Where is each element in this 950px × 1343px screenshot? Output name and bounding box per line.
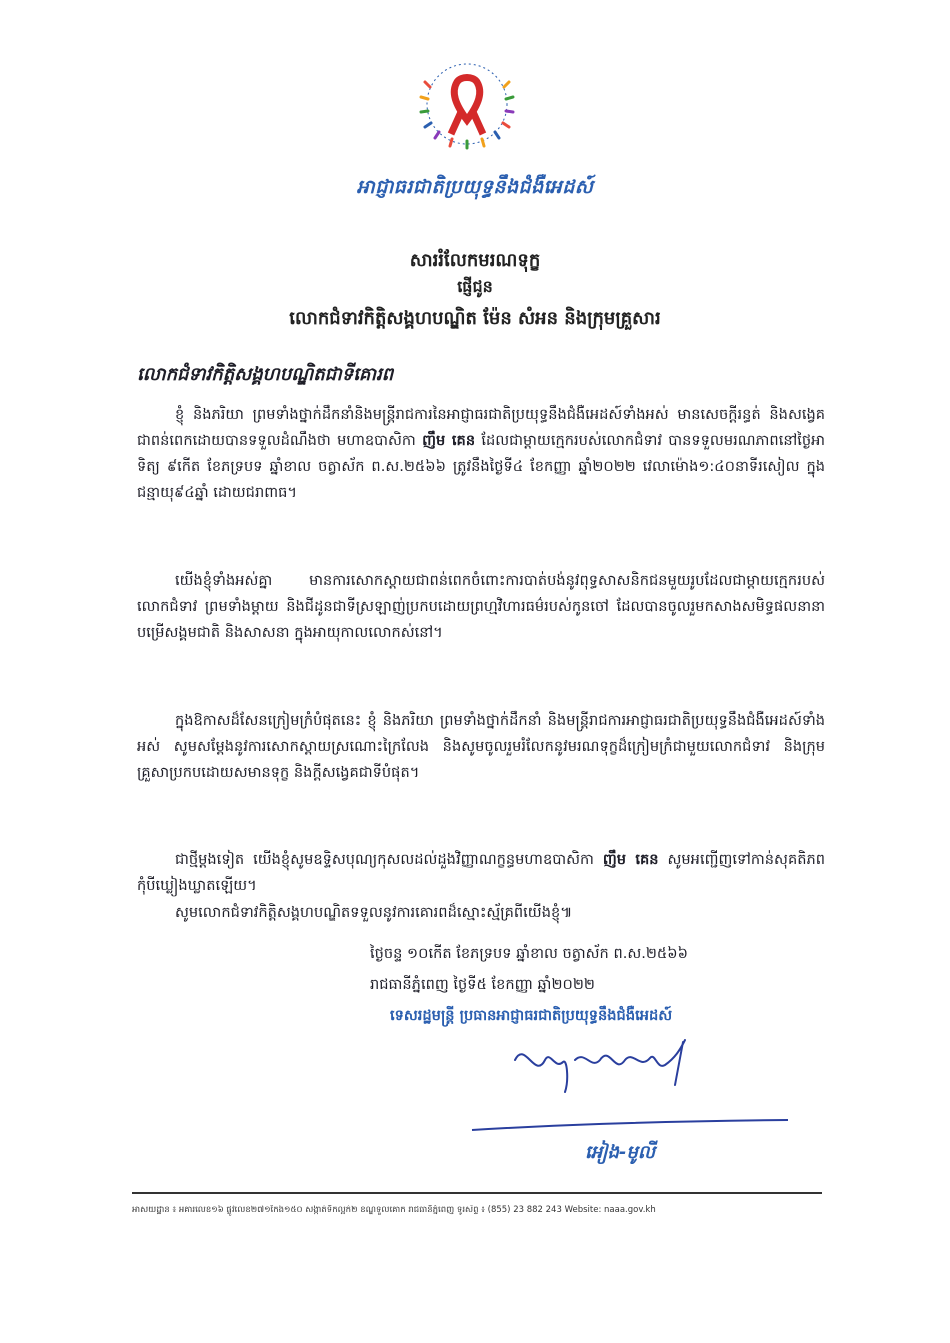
naa-logo <box>395 52 540 172</box>
deceased-name: ញឹម គេន <box>422 432 476 449</box>
paragraph-3: ក្នុងឱកាសដ៏សែនក្រៀមក្រំបំផុតនេះ ខ្ញុំ និងភរិយា ព្រមទាំងថ្នាក់ដឹកនាំ និងមន្ត្រីរាជការអាជ្ញាធរជាតិប្រយុទ្ធនឹងជំងឺអេដស៍ទាំងអស់ សូមសម្តែងនូវការសោកស្តាយស្រណោះក្រៃលែង និងសូមចូលរួមរំលែកនូវមរណទុក្ខដ៏ក្រៀមក្រំជាមួយលោកជំទាវ និងក្រុមគ្រួសាប្រកបដោយសមានទុក្ខ និងក្តីសង្វេគជាទីបំផុត។ <box>137 712 825 781</box>
signer-title: ទេសរដ្ឋមន្ត្រី ប្រធានអាជ្ញាធរជាតិប្រយុទ្ធនឹងជំងឺអេដស៍ <box>390 1007 673 1024</box>
paragraph-1-text-b: ដែលជាម្តាយក្មេករបស់លោកជំទាវ បានទទួលមរណភាពនៅថ្ងៃអាទិត្យ ៩កើត ខែភទ្របទ ឆ្នាំខាល ចត្វាស័ក ព.ស.២៥៦៦ ត្រូវនឹងថ្ងៃទី៤ ខែកញ្ញា ឆ្នាំ២០២២ វេលាម៉ោង១:៤០នាទីរសៀល ក្នុងជន្មាយុ៩៤ឆ្នាំ ដោយជរាពាធ។ <box>137 432 826 501</box>
deceased-name-2: ញឹម គេន <box>602 851 659 868</box>
paragraph-4-text-b: សូមអញ្ជើញទៅកាន់សុគតិភព កុំបីឃ្លៀងឃ្លាតឡើយ។ <box>137 851 826 894</box>
signer-name: អៀង-មូលី <box>585 1142 655 1163</box>
salutation: លោកជំទាវកិត្តិសង្គហបណ្ឌិតជាទីគោរព <box>137 364 394 385</box>
footer-address: អាសយដ្ឋាន ៖ អគារលេខ១៦ ផ្លូវលេខ២៧១កែង១៥០ សង្កាត់ទឹកល្អក់២ ខណ្ឌទួលគោក រាជធានីភ្នំពេញ ទូរស័ព្ទ ៖ (855) 23 882 243 Website: naaa.gov.kh <box>132 1205 656 1215</box>
lunar-date: ថ្ងៃចន្ទ ១០កើត ខែភទ្របទ ឆ្នាំខាល ចត្វាស័ក ព.ស.២៥៦៦ <box>370 945 688 962</box>
org-name: អាជ្ញាធរជាតិប្រយុទ្ធនឹងជំងឺអេដស៍ <box>356 176 594 198</box>
footer-divider <box>132 1192 822 1194</box>
signature-underline <box>470 1118 790 1132</box>
letter-title: សាររំលែកមរណទុក្ខ <box>409 250 541 271</box>
paragraph-1-text-a: ខ្ញុំ និងភរិយា ព្រមទាំងថ្នាក់ដឹកនាំនិងមន្ត្រីរាជការនៃអាជ្ញាធរជាតិប្រយុទ្ធនឹងជំងឺអេដស៍ទាំងអស់ មានសេចក្តីរន្ធត់ និងសង្វេគជាពន់ពេកដោយបានទទួលដំណឹងថា មហាឧបាសិកា <box>137 406 825 449</box>
letter-recipient: លោកជំទាវកិត្តិសង្គហបណ្ឌិត ម៉ែន សំអន និងក្រុមគ្រួសារ <box>289 308 661 329</box>
handwritten-signature <box>505 1030 705 1100</box>
paragraph-1 <box>137 402 825 506</box>
paragraph-4 <box>137 847 825 899</box>
paragraph-2: យើងខ្ញុំទាំងអស់គ្នា មានការសោកស្តាយជាពន់ពេកចំពោះការបាត់បង់នូវពុទ្ធសាសនិកជនមួយរូបដែលជាម្តាយក្មេករបស់លោកជំទាវ ព្រមទាំងម្តាយ និងជីដូនជាទីស្រឡាញ់ប្រកបដោយព្រហ្មវិហារធម៌របស់កូនចៅ ដែលបានចូលរួមកសាងសមិទ្ធផលនានាបម្រើសង្គមជាតិ និងសាសនា ក្នុងអាយុកាលលោកស់នៅ។ <box>137 572 825 641</box>
paragraph-4-text-a: ជាថ្មីម្តងទៀត យើងខ្ញុំសូមឧទ្ទិសបុណ្យកុសលដល់ដួងវិញ្ញាណក្ខន្ធមហាឧបាសិកា <box>175 851 603 868</box>
paragraph-5: សូមលោកជំទាវកិត្តិសង្គហបណ្ឌិតទទួលនូវការគោរពដ៏ស្មោះស្ម័គ្រពីយើងខ្ញុំ៕ <box>175 904 573 921</box>
letter-subtitle: ផ្ញើជូន <box>457 277 493 296</box>
place-date: រាជធានីភ្នំពេញ ថ្ងៃទី៥ ខែកញ្ញា ឆ្នាំ២០២២ <box>370 976 595 993</box>
